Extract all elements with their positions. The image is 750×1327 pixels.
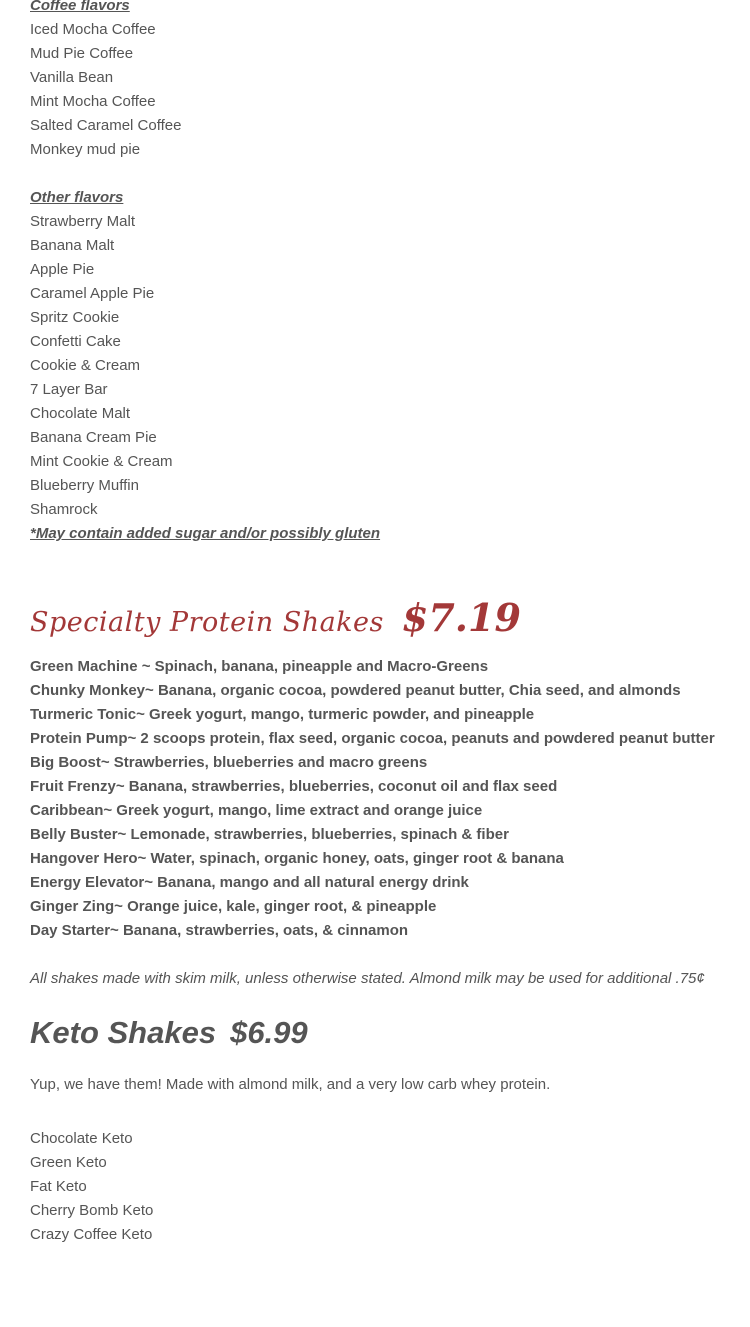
keto-shakes-heading <box>30 1011 740 1055</box>
list-item: Shamrock <box>30 501 98 518</box>
list-item: Cookie & Cream <box>30 357 141 374</box>
keto-intro: Yup, we have them! Made with almond milk, and a very low carb whey protein. <box>30 1076 551 1093</box>
specialty-shakes-title: Specialty Protein Shakes <box>30 607 384 638</box>
other-flavors-list <box>30 210 740 522</box>
list-item: Salted Caramel Coffee <box>30 117 182 134</box>
list-item: Confetti Cake <box>30 333 121 350</box>
list-item: Apple Pie <box>30 261 95 278</box>
other-flavors-heading: Other flavors <box>30 189 124 206</box>
list-item: Fat Keto <box>30 1178 87 1195</box>
keto-shakes-title: Keto Shakes <box>30 1015 217 1050</box>
menu-content <box>30 0 740 1247</box>
milk-note: All shakes made with skim milk, unless otherwise stated. Almond milk may be used for additional .75¢ <box>30 970 705 987</box>
list-item: Monkey mud pie <box>30 141 141 158</box>
shake-item: Chunky Monkey~ Banana, organic cocoa, powdered peanut butter, Chia seed, and almonds <box>30 682 681 699</box>
shake-item: Big Boost~ Strawberries, blueberries and macro greens <box>30 754 428 771</box>
coffee-flavors-list <box>30 18 740 162</box>
keto-shakes-list <box>30 1127 740 1247</box>
shake-item: Protein Pump~ 2 scoops protein, flax seed, organic cocoa, peanuts and powdered peanut butter <box>30 730 715 747</box>
shake-item: Day Starter~ Banana, strawberries, oats, & cinnamon <box>30 922 409 939</box>
list-item: Mint Cookie & Cream <box>30 453 173 470</box>
list-item: Strawberry Malt <box>30 213 136 230</box>
shake-item: Hangover Hero~ Water, spinach, organic honey, oats, ginger root & banana <box>30 850 564 867</box>
list-item: Mint Mocha Coffee <box>30 93 156 110</box>
list-item: Green Keto <box>30 1154 107 1171</box>
specialty-shakes-price: $7.19 <box>401 595 521 640</box>
specialty-shakes-list <box>30 655 740 943</box>
list-item: Spritz Cookie <box>30 309 120 326</box>
shake-item: Belly Buster~ Lemonade, strawberries, blueberries, spinach & fiber <box>30 826 509 843</box>
shake-item: Turmeric Tonic~ Greek yogurt, mango, turmeric powder, and pineapple <box>30 706 535 723</box>
list-item: Iced Mocha Coffee <box>30 21 156 38</box>
shake-item: Caribbean~ Greek yogurt, mango, lime extract and orange juice <box>30 802 483 819</box>
shake-item: Energy Elevator~ Banana, mango and all natural energy drink <box>30 874 469 891</box>
shake-item: Green Machine ~ Spinach, banana, pineapple and Macro-Greens <box>30 658 489 675</box>
list-item: Vanilla Bean <box>30 69 114 86</box>
list-item: Mud Pie Coffee <box>30 45 134 62</box>
list-item: Chocolate Malt <box>30 405 131 422</box>
coffee-flavors-heading: Coffee flavors <box>30 0 130 14</box>
spacer <box>30 162 740 186</box>
list-item: Caramel Apple Pie <box>30 285 155 302</box>
list-item: Chocolate Keto <box>30 1130 133 1147</box>
allergen-note: *May contain added sugar and/or possibly gluten <box>30 525 381 542</box>
shake-item: Ginger Zing~ Orange juice, kale, ginger root, & pineapple <box>30 898 437 915</box>
specialty-shakes-heading <box>30 579 740 641</box>
list-item: Crazy Coffee Keto <box>30 1226 153 1243</box>
list-item: Blueberry Muffin <box>30 477 139 494</box>
list-item: 7 Layer Bar <box>30 381 108 398</box>
keto-shakes-price: $6.99 <box>230 1015 308 1050</box>
list-item: Cherry Bomb Keto <box>30 1202 154 1219</box>
list-item: Banana Malt <box>30 237 115 254</box>
list-item: Banana Cream Pie <box>30 429 157 446</box>
shake-item: Fruit Frenzy~ Banana, strawberries, blueberries, coconut oil and flax seed <box>30 778 558 795</box>
